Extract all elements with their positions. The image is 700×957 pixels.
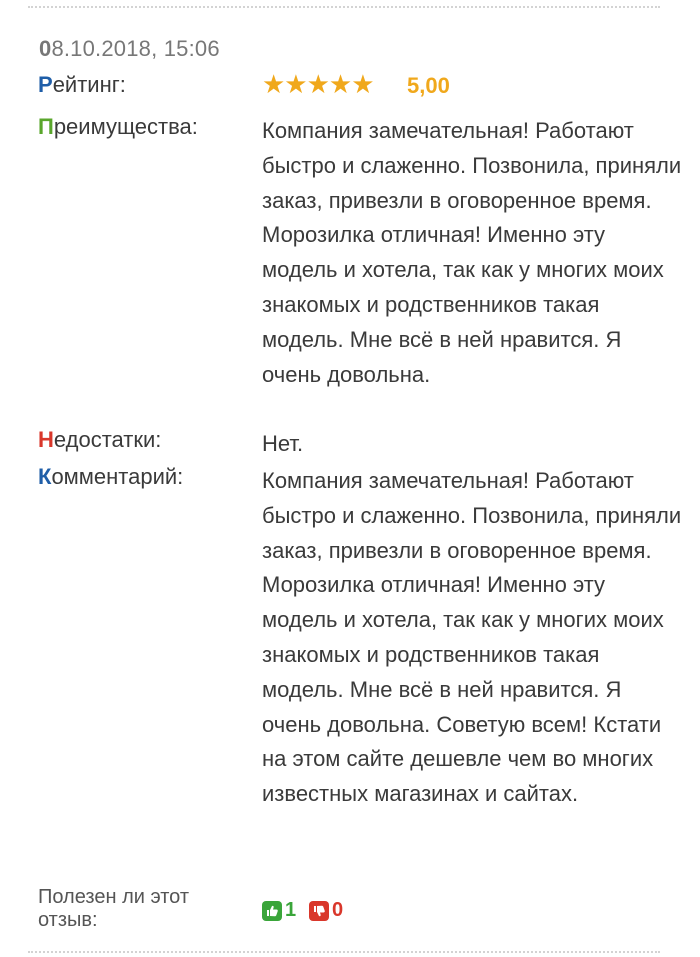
pros-text: Компания замечательная! Работают быстро и слаженно. Позвонила, приняли заказ, привезли в оговоренное время. Морозилка отличная! Именно эту модель и хотела, так как у многих моих знакомых и родственников такая модель. Мне всё в ней нравится. Я очень довольна. [262, 118, 682, 387]
helpful-question: Полезен ли этот отзыв: [38, 886, 190, 931]
pros-label [38, 114, 198, 140]
rating-label [38, 72, 126, 98]
thumbs-down-icon [309, 901, 329, 921]
rating-stars-icon: ★★★★★ [262, 69, 374, 99]
vote-down-button[interactable] [309, 899, 343, 922]
review-date-first-char: 0 [39, 36, 52, 61]
comment-label [38, 464, 183, 490]
vote-up-count: 1 [285, 899, 297, 921]
review-date [39, 36, 220, 62]
cons-label [38, 427, 161, 453]
comment-text: Компания замечательная! Работают быстро и слаженно. Позвонила, приняли заказ, привезли в оговоренное время. Морозилка отличная! Именно эту модель и хотела, так как у многих моих знакомых и родственников такая модель. Мне всё в ней нравится. Я очень довольна. Советую всем! Кстати на этом сайте дешевле чем во многих известных магазинах и сайтах. [262, 468, 682, 807]
comment-label-rest: омментарий: [51, 464, 184, 489]
pros-label-initial: П [38, 114, 54, 139]
bottom-divider [28, 951, 660, 953]
vote-down-count: 0 [332, 899, 344, 921]
vote-up-button[interactable] [262, 899, 296, 922]
cons-text: Нет. [262, 431, 304, 456]
review-date-rest: 8.10.2018, 15:06 [51, 36, 220, 61]
cons-label-rest: едостатки: [53, 427, 162, 452]
rating-value: 5,00 [407, 73, 450, 98]
comment-label-initial: К [38, 464, 52, 489]
rating-label-initial: Р [38, 72, 53, 97]
pros-label-rest: реимущества: [53, 114, 198, 139]
top-divider [28, 6, 660, 8]
cons-label-initial: Н [38, 427, 54, 452]
rating-label-rest: ейтинг: [52, 72, 126, 97]
thumbs-up-icon [262, 901, 282, 921]
